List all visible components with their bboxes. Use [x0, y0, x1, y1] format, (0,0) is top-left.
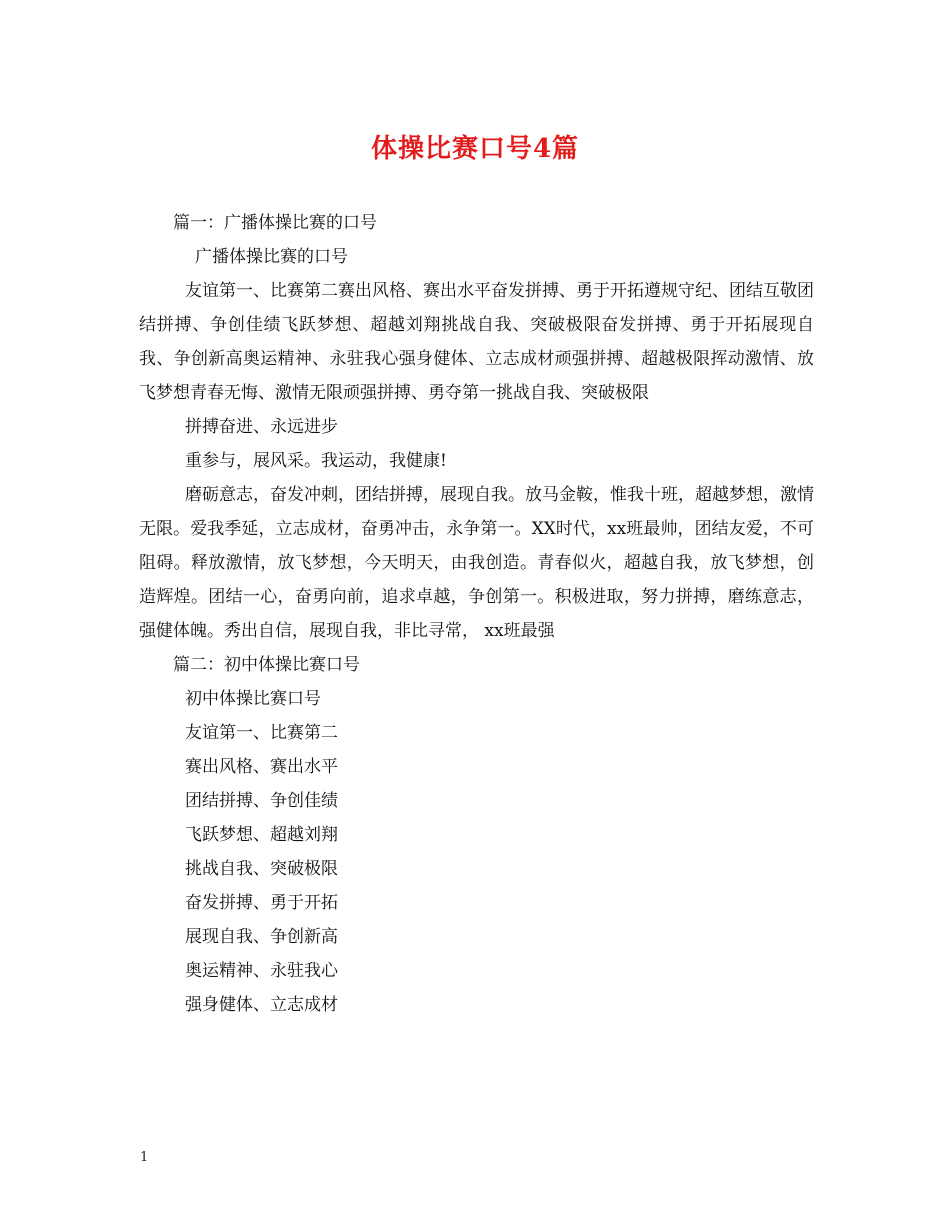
- slogan-line: 团结拼搏、争创佳绩: [185, 791, 338, 811]
- paragraph-subtitle-2: 初中体操比赛口号: [185, 689, 321, 709]
- slogan-line: 奥运精神、永驻我心: [185, 961, 338, 981]
- page-number: 1: [140, 1150, 149, 1165]
- paragraph-subtitle-1: 广播体操比赛的口号: [195, 247, 348, 267]
- document-title: 体操比赛口号4篇: [370, 134, 580, 164]
- slogan-line: 奋发拼搏、勇于开拓: [185, 893, 338, 913]
- slogan-line: 赛出风格、赛出水平: [185, 757, 338, 777]
- slogan-line: 强身健体、立志成材: [185, 995, 338, 1015]
- slogan-line: 展现自我、争创新高: [185, 927, 338, 947]
- slogan-line: 飞跃梦想、超越刘翔: [185, 825, 338, 845]
- paragraph-body: 友谊第一、比赛第二赛出风格、赛出水平奋发拼搏、勇于开拓遵规守纪、团结互敬团结拼搏、争创佳绩飞跃梦想、超越刘翔挑战自我、突破极限奋发拼搏、勇于开拓展现自我、争创新高奥运精神、永驻我心强身健体、立志成材顽强拼搏、超越极限挥动激情、放飞梦想青春无悔、激情无限顽强拼搏、勇夺第一挑战自我、突破极限: [139, 281, 814, 403]
- document-body: [139, 206, 814, 1022]
- slogan-line: 友谊第一、比赛第二: [185, 723, 338, 743]
- paragraph-body: 磨砺意志，奋发冲刺，团结拼搏，展现自我。放马金鞍，惟我十班，超越梦想，激情无限。爱我季延，立志成材，奋勇冲击，永争第一。XX时代，xx班最帅，团结友爱，不可阻碍。释放激情，放飞梦想，今天明天，由我创造。青春似火，超越自我，放飞梦想，创造辉煌。团结一心，奋勇向前，追求卓越，争创第一。积极进取，努力拼搏，磨练意志，强健体魄。秀出自信，展现自我，非比寻常， xx班最强: [139, 485, 814, 641]
- paragraph-body: 拼搏奋进、永远进步: [185, 417, 338, 437]
- paragraph-body: 重参与，展风采。我运动，我健康!: [185, 451, 447, 471]
- section-heading-1: 篇一：广播体操比赛的口号: [173, 213, 377, 233]
- slogan-line: 挑战自我、突破极限: [185, 859, 338, 879]
- section-heading-2: 篇二：初中体操比赛口号: [173, 655, 360, 675]
